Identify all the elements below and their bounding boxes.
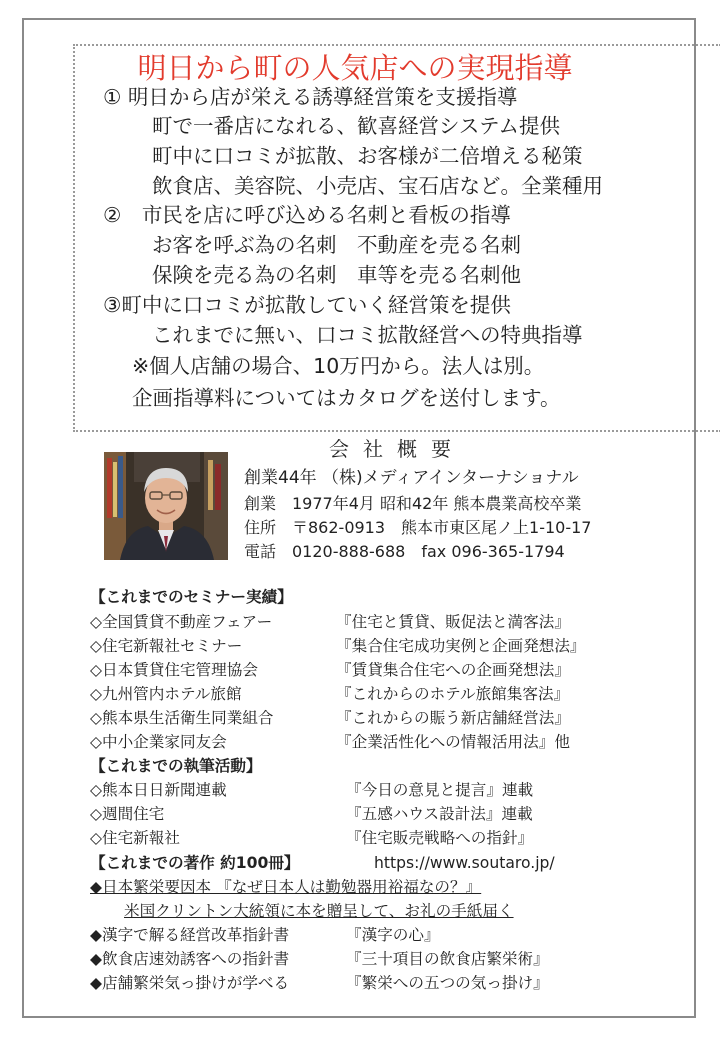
writing-org: ◇熊本日日新聞連載 [90, 781, 227, 799]
book-title: 『三十項目の飲食店繁栄術』 [346, 950, 549, 968]
guidance-line: ① 明日から店が栄える誘導経営策を支援指導 [103, 85, 518, 109]
guidance-title: 明日から町の人気店への実現指導 [137, 51, 573, 85]
writing-org: ◇住宅新報社 [90, 829, 180, 847]
writings-heading: 【これまでの執筆活動】 [90, 757, 262, 775]
company-line: 電話 0120-888-688 fax 096-365-1794 [244, 542, 565, 561]
guidance-line: 企画指導料についてはカタログを送付します。 [132, 386, 561, 410]
guidance-line: 飲食店、美容院、小売店、宝石店など。全業種用 [152, 174, 603, 198]
seminar-title: 『集合住宅成功実例と企画発想法』 [336, 637, 586, 655]
guidance-line: ※個人店舗の場合、10万円から。法人は別。 [132, 354, 545, 378]
book-org: ◆飲食店速効誘客への指針書 [90, 950, 290, 968]
company-line: 創業 1977年4月 昭和42年 熊本農業高校卒業 [244, 494, 582, 513]
seminar-org: ◇住宅新報社セミナー [90, 637, 243, 655]
seminar-title: 『賃貸集合住宅への企画発想法』 [336, 661, 570, 679]
books-heading: 【これまでの著作 約100冊】 [90, 854, 300, 872]
company-line: 創業44年 （株)メディアインターナショナル [244, 468, 579, 488]
seminars-heading: 【これまでのセミナー実績】 [90, 588, 293, 606]
seminar-org: ◇全国賃貸不動産フェアー [90, 613, 273, 631]
seminar-org: ◇九州管内ホテル旅館 [90, 685, 242, 703]
writing-org: ◇週間住宅 [90, 805, 165, 823]
guidance-line: お客を呼ぶ為の名刺 不動産を売る名刺 [152, 233, 521, 257]
seminar-org: ◇熊本県生活衛生同業組合 [90, 709, 274, 727]
company-heading: 会社概要 [329, 437, 465, 461]
website-link[interactable]: https://www.soutaro.jp/ [374, 854, 555, 872]
seminar-title: 『これからの賑う新店舗経営法』 [336, 709, 570, 727]
book-title: 『繁栄への五つの気っ掛け』 [346, 974, 549, 992]
guidance-line: ② 市民を店に呼び込める名刺と看板の指導 [103, 203, 511, 227]
writing-title: 『五感ハウス設計法』連載 [346, 805, 533, 823]
guidance-line: 保険を売る為の名刺 車等を売る名刺他 [152, 263, 521, 287]
book-org: ◆店舗繁栄気っ掛けが学べる [90, 974, 290, 992]
book-org: ◆漢字で解る経営改革指針書 [90, 926, 290, 944]
seminar-org: ◇中小企業家同友会 [90, 733, 227, 751]
seminar-title: 『企業活性化への情報活用法』他 [336, 733, 570, 751]
guidance-line: 町中に口コミが拡散、お客様が二倍増える秘策 [152, 144, 583, 168]
highlight-book-note: 米国クリントン大統領に本を贈呈して、お礼の手紙届く [124, 902, 514, 920]
guidance-line: これまでに無い、口コミ拡散経営への特典指導 [152, 323, 583, 347]
writing-title: 『住宅販売戦略への指針』 [346, 829, 534, 847]
book-title: 『漢字の心』 [346, 926, 440, 944]
seminar-title: 『住宅と賃貸、販促法と満客法』 [336, 613, 570, 631]
portrait-photo [104, 452, 228, 560]
seminar-title: 『これからのホテル旅館集客法』 [336, 685, 570, 703]
company-line: 住所 〒862-0913 熊本市東区尾ノ上1-10-17 [244, 518, 592, 537]
seminar-org: ◇日本賃貸住宅管理協会 [90, 661, 258, 679]
highlight-book: ◆日本繁栄要因本 『なぜ日本人は勤勉器用裕福なの？』 [90, 878, 482, 896]
guidance-line: 町で一番店になれる、歓喜経営システム提供 [152, 114, 560, 138]
writing-title: 『今日の意見と提言』連載 [346, 781, 534, 799]
guidance-line: ③町中に口コミが拡散していく経営策を提供 [103, 293, 511, 317]
